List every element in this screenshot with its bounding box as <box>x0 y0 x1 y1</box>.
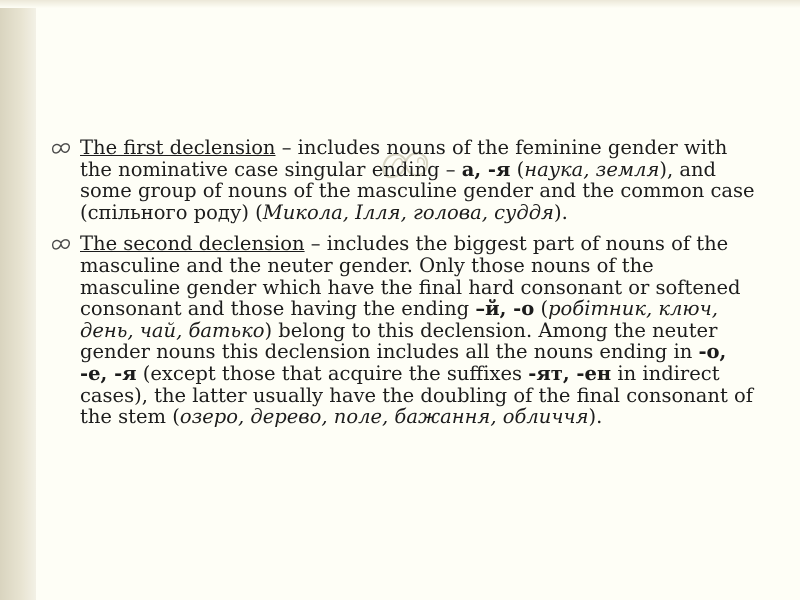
top-border-band <box>0 0 800 8</box>
left-border-band <box>0 0 36 600</box>
term-first-declension: The first declension <box>80 136 276 159</box>
slide-content <box>48 137 758 438</box>
declension-paragraph-second: The second declension – includes the biggest part of nouns of the masculine and the neuter gender. Only those nouns of the masculine gender which have the final hard consonant or softened consonant and those having the ending –й, -о (робітник, ключ, день, чай, батько) belong to this declension. Among the neuter gender nouns this declension includes all the nouns ending in -о, -е, -я (except those that acquire the suffixes -ят, -ен in indirect cases), the latter usually have the doubling of the final consonant of the stem (озеро, дерево, поле, бажання, обличчя). <box>48 233 758 427</box>
declension-paragraph-first: The first declension – includes nouns of the feminine gender with the nominative case singular ending – а, -я (наука, земля), and some group of nouns of the masculine gender and the common case (спільного роду) (Микола, Ілля, голова, суддя). <box>48 137 758 223</box>
bullet-icon <box>50 236 74 252</box>
bullet-icon <box>50 140 74 156</box>
term-second-declension: The second declension <box>80 232 305 256</box>
